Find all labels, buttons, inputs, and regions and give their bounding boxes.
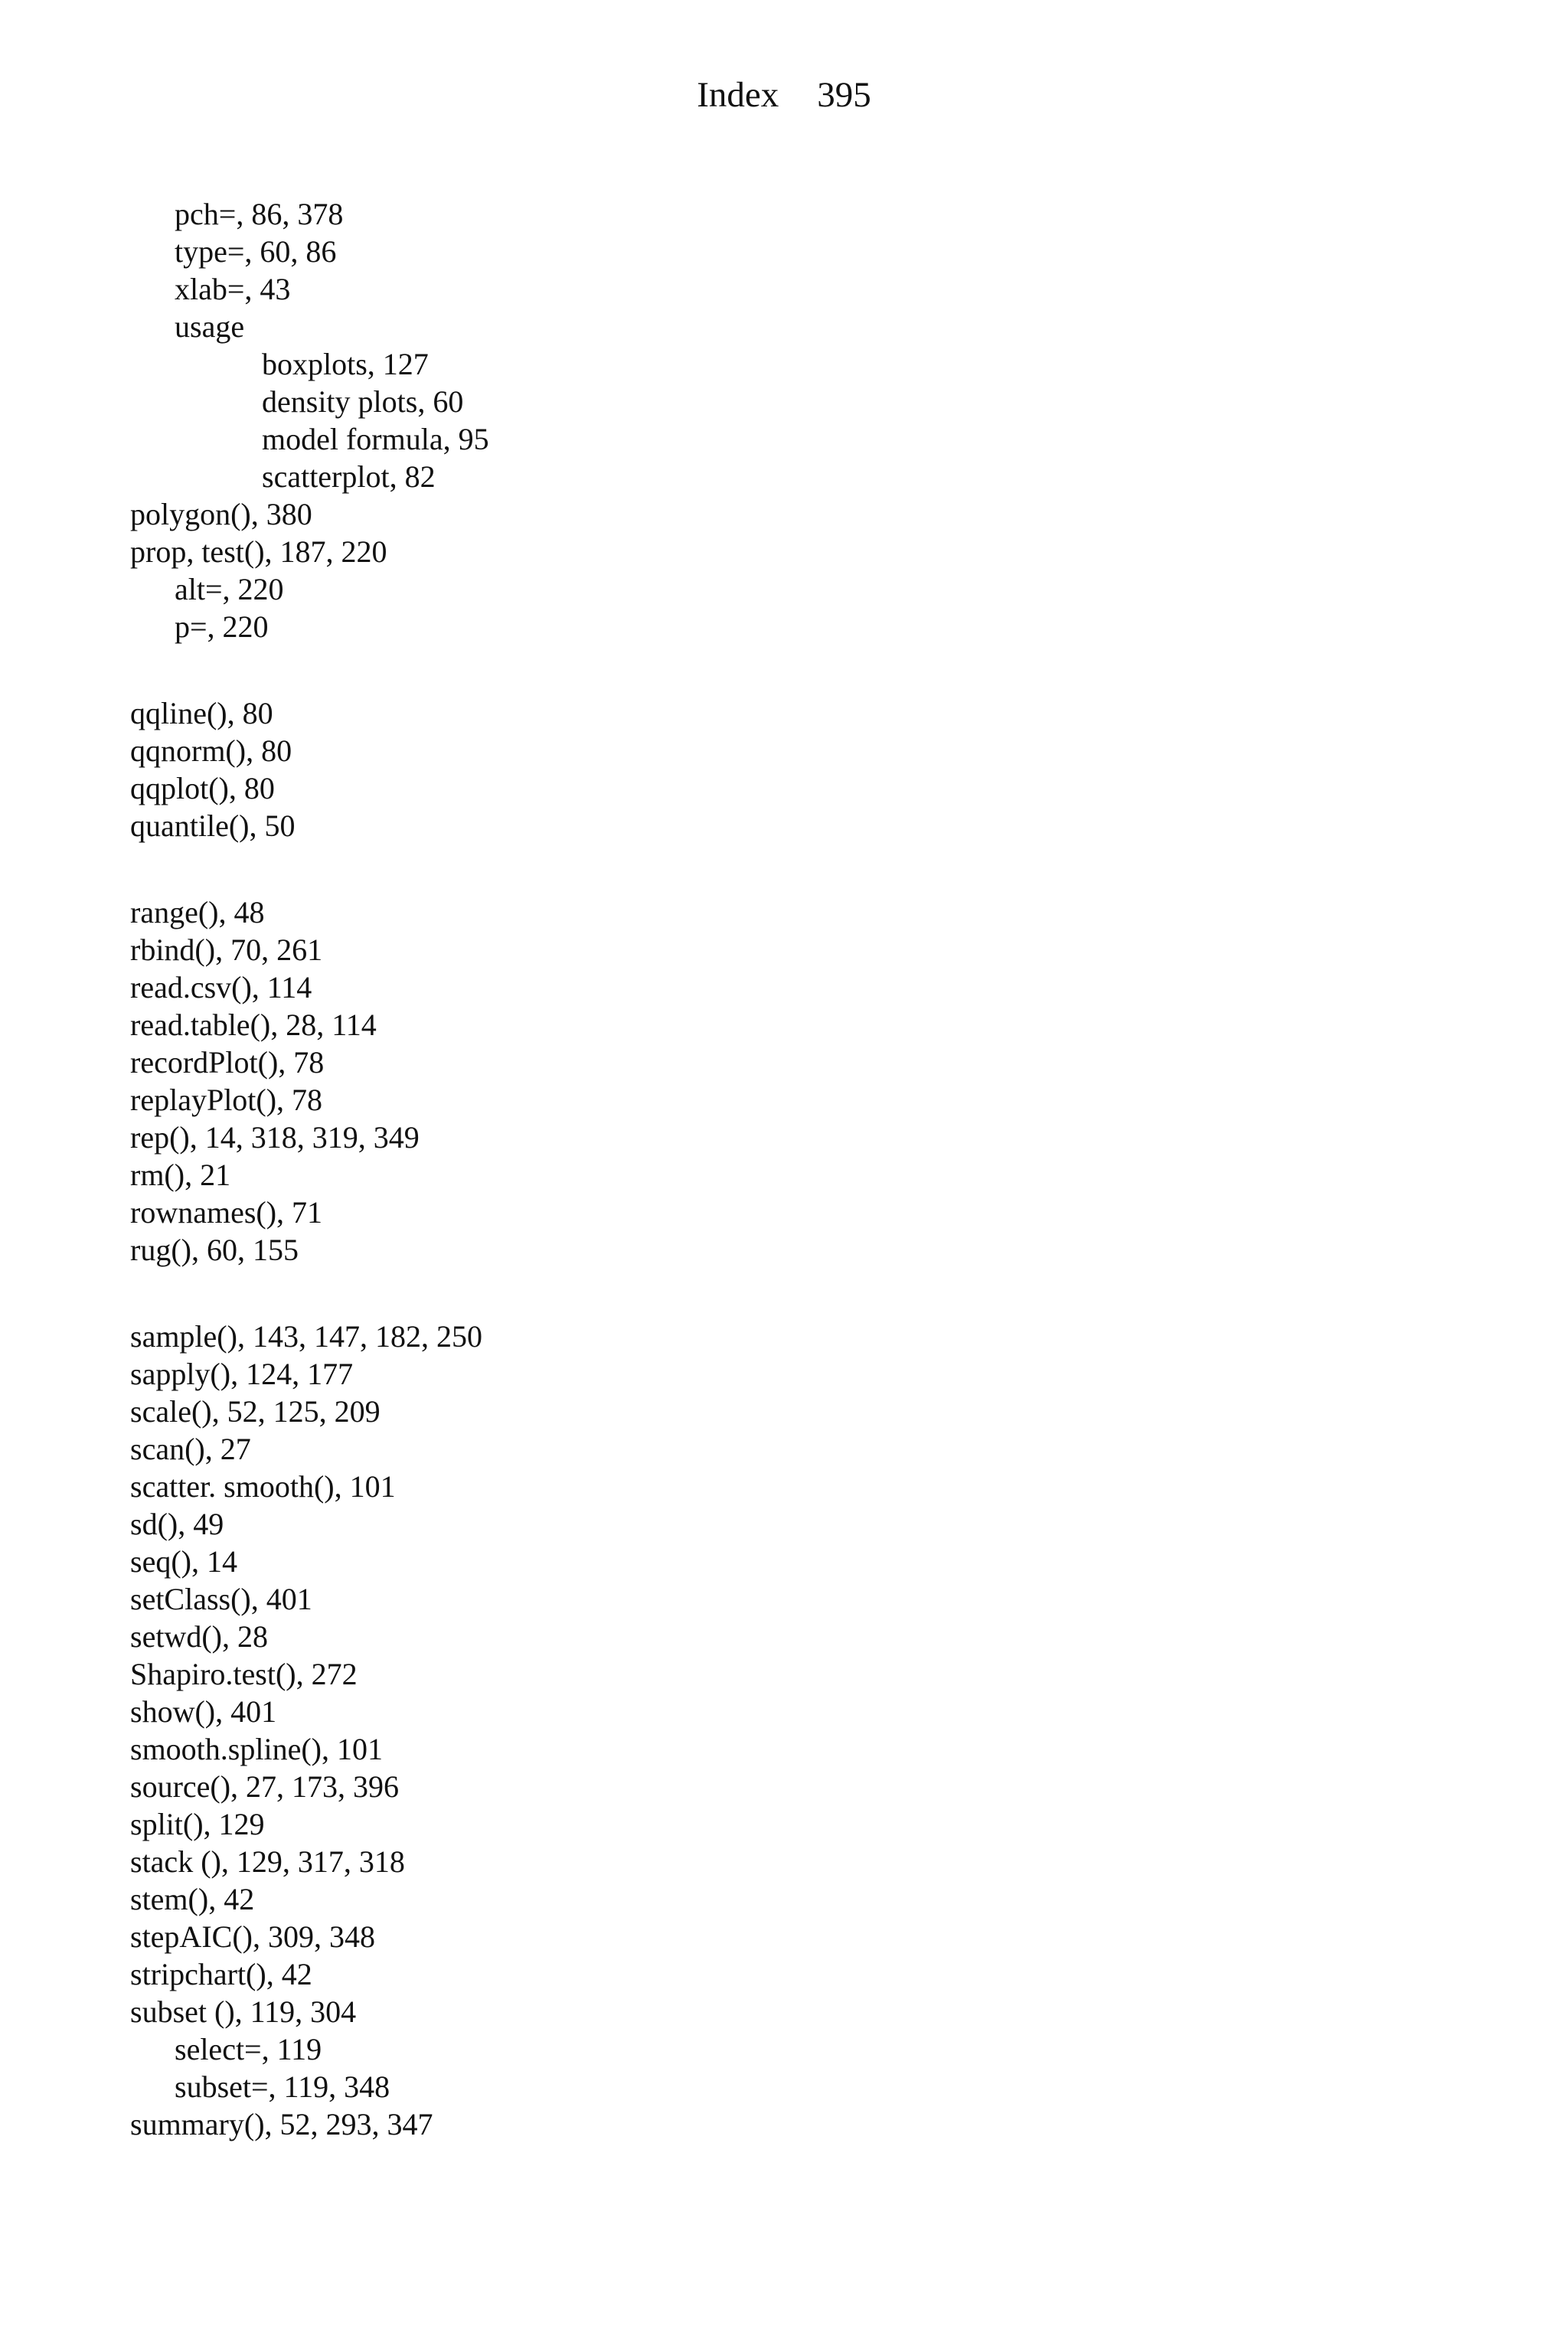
index-entry: read.csv(), 114 [130, 970, 312, 1004]
index-entry: recordPlot(), 78 [130, 1045, 325, 1080]
index-entry: scatter. smooth(), 101 [130, 1469, 396, 1504]
index-entry: qqline(), 80 [130, 696, 273, 730]
index-subentry: usage [175, 309, 245, 344]
index-entry: rownames(), 71 [130, 1195, 323, 1230]
index-entry: stepAIC(), 309, 348 [130, 1919, 375, 1954]
index-entry: summary(), 52, 293, 347 [130, 2107, 433, 2141]
index-entry: subset (), 119, 304 [130, 1994, 357, 2029]
index-entry: source(), 27, 173, 396 [130, 1769, 400, 1804]
index-entry: range(), 48 [130, 895, 265, 929]
index-entry: scan(), 27 [130, 1432, 251, 1466]
index-entry: show(), 401 [130, 1694, 277, 1729]
index-entry: quantile(), 50 [130, 808, 296, 843]
running-header [0, 74, 1568, 116]
index-entry: setwd(), 28 [130, 1619, 268, 1654]
index-subentry: boxplots, 127 [262, 347, 429, 381]
index-entry: rug(), 60, 155 [130, 1233, 299, 1267]
index-entry: rm(), 21 [130, 1158, 231, 1192]
index-entry: scale(), 52, 125, 209 [130, 1394, 381, 1429]
index-entry: rbind(), 70, 261 [130, 933, 323, 967]
group-separator [130, 645, 1432, 694]
index-entry: rep(), 14, 318, 319, 349 [130, 1120, 420, 1155]
index-entry: qqnorm(), 80 [130, 733, 292, 768]
index-list [130, 195, 1432, 2143]
group-separator [130, 844, 1432, 893]
header-title: Index [697, 75, 779, 115]
index-entry: prop, test(), 187, 220 [130, 534, 387, 569]
group-separator [130, 1269, 1432, 1318]
page-number: 395 [817, 75, 871, 115]
index-subentry: type=, 60, 86 [175, 234, 337, 269]
index-entry: stripchart(), 42 [130, 1957, 312, 1991]
index-entry: sapply(), 124, 177 [130, 1357, 354, 1391]
index-entry: replayPlot(), 78 [130, 1083, 323, 1117]
index-entry: stem(), 42 [130, 1882, 255, 1916]
index-subentry: pch=, 86, 378 [175, 197, 344, 231]
index-entry: read.table(), 28, 114 [130, 1008, 377, 1042]
index-subentry: subset=, 119, 348 [175, 2069, 390, 2104]
index-entry: seq(), 14 [130, 1544, 237, 1579]
index-entry: polygon(), 380 [130, 497, 312, 531]
index-subentry: select=, 119 [175, 2032, 322, 2066]
index-entry: qqplot(), 80 [130, 771, 275, 805]
index-subentry: density plots, 60 [262, 384, 464, 419]
index-subentry: alt=, 220 [175, 572, 284, 606]
index-entry: sd(), 49 [130, 1507, 224, 1541]
index-entry: Shapiro.test(), 272 [130, 1657, 358, 1691]
index-subentry: scatterplot, 82 [262, 459, 436, 494]
index-entry: sample(), 143, 147, 182, 250 [130, 1319, 482, 1354]
index-subentry: model formula, 95 [262, 422, 489, 456]
index-entry: smooth.spline(), 101 [130, 1732, 383, 1766]
index-entry: stack (), 129, 317, 318 [130, 1844, 405, 1879]
index-subentry: p=, 220 [175, 609, 269, 644]
index-subentry: xlab=, 43 [175, 272, 291, 306]
index-entry: split(), 129 [130, 1807, 265, 1841]
index-entry: setClass(), 401 [130, 1582, 312, 1616]
